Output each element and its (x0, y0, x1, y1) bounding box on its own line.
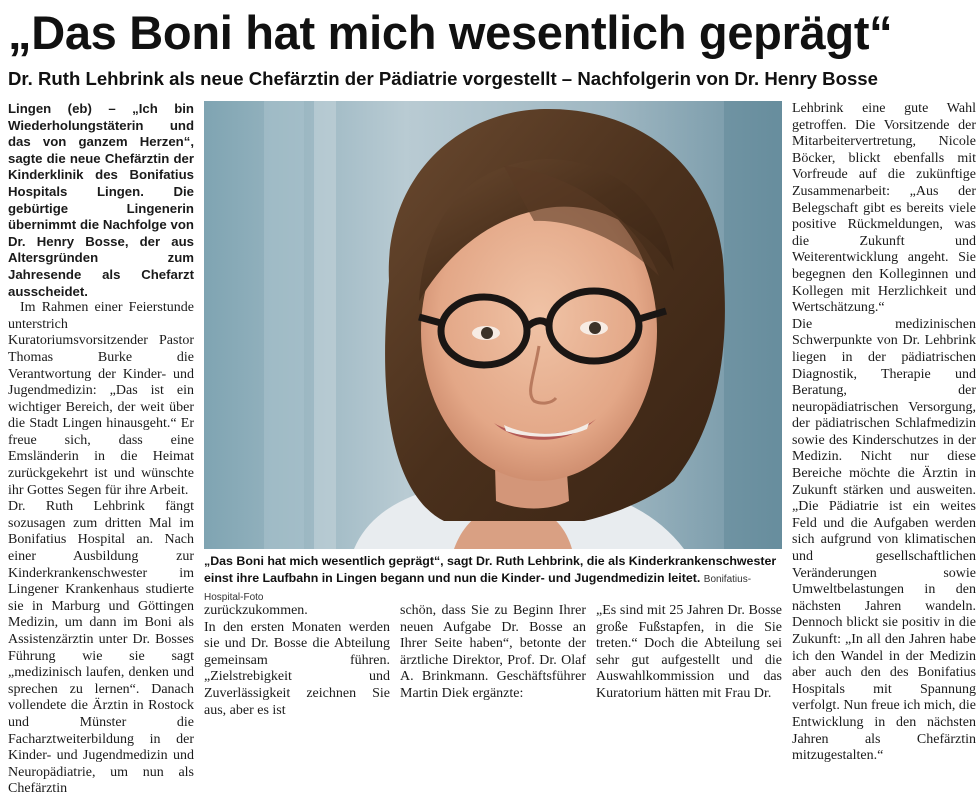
photo-caption (204, 553, 782, 603)
article-lead: Lingen (eb) – „Ich bin Wiederholungstäterin und das von ganzem Herzen“, sagte die neue Chefärztin der Kinderklinik des Bonifatius Hospitals Lingen. Die gebürtige Lingenerin übernimmt die Nachfolge von Dr. Henry Bosse, der aus Altersgründen zum Jahresende als Chefarzt ausscheidet. (8, 101, 194, 299)
article-paragraph: Die medizinischen Schwerpunkte von Dr. Lehbrink liegen in der pädiatrischen Diagnostik, Therapie und Beratung, der neuropädiatrischen Versorgung, der pädiatrischen Schlafmedizin sowie des Kinderschutzes in der Medizin. Nicht nur diese Bereiche möchte die Ärztin in Zukunft stärken und ausweiten. „Die Pädiatrie ist ein weites Feld und die Aufgaben werden sich aufgrund von klimatischen und gesellschaftlichen Veränderungen sowie Umweltbelastungen in den nächsten Jahren wandeln. Dennoch blickt sie positiv in die Zukunft: „In all den Jahren habe ich den Wandel in der Medizin aber auch den des Bonifatius Hospitals mit Spannung verfolgt. Nun freue ich mich, die Entwicklung in den nächsten Jahren als Chefärztin mitzugestalten.“ (792, 316, 976, 764)
article-paragraph: Im Rahmen einer Feierstunde unterstrich Kuratoriumsvorsitzender Pastor Thomas Burke die Verantwortung der Kinder- und Jugendmedizin: „Das ist ein wichtiger Bereich, der weit über die Stadt Lingen hinausgeht.“ Er freue sich, dass eine Emsländerin in die Heimat zurückgekehrt ist und wünschte ihr Gottes Segen für ihre Arbeit. (8, 300, 194, 498)
article-column-4: „Es sind mit 25 Jahren Dr. Bosse große Fußstapfen, in die Sie treten.“ Doch die Abteilung sei sehr gut aufgestellt und die Auswahlkommission und das Kuratorium hätten mit Frau Dr. (596, 603, 782, 701)
article-column-2: zurückzukommen. In den ersten Monaten werden sie und Dr. Bosse die Abteilung gemeinsam führen. „Zielstrebigkeit und Zuverlässigkeit zeichnen Sie aus, aber es ist (204, 603, 390, 718)
article-column-1 (8, 101, 194, 797)
caption-text: „Das Boni hat mich wesentlich geprägt“, sagt Dr. Ruth Lehbrink, die als Kinderkrankenschwester einst ihre Laufbahn in Lingen begann und nun die Kinder- und Jugendmedizin leitet. (204, 554, 777, 585)
article-column-3: schön, dass Sie zu Beginn Ihrer neuen Aufgabe Dr. Bosse an Ihrer Seite haben“, betonte der ärztliche Direktor, Prof. Dr. Olaf A. Brinkmann. Geschäftsführer Martin Diek ergänzte: (400, 603, 586, 701)
article-paragraph: Lehbrink eine gute Wahl getroffen. Die Vorsitzende der Mitarbeitervertretung, Nicole Böcker, blickt ebenfalls mit Vorfreude auf die zukünftige Zusammenarbeit: „Aus der Belegschaft gibt es bereits viele positive Rückmeldungen, was die Zukunft und Weiterentwicklung angeht. Sie begegnen den Kolleginnen und Kollegen mit Herzlichkeit und Wertschätzung.“ (792, 101, 976, 316)
article-bottom-columns (204, 603, 782, 717)
photo-credit: Bonifatius-Hospital-Foto (204, 573, 752, 603)
article-paragraph: Dr. Ruth Lehbrink fängt sozusagen zum dritten Mal im Bonifatius Hospital an. Nach einer Ausbildung zur Kinderkrankenschwester im Lingener Krankenhaus studierte sie in Marburg und Göttingen Medizin, um dann im Boni als Assistenzärztin unter Dr. Bosses Führung wie sie sagt „medizinisch laufen, denken und sprechen zu lernen“. Danach vollendete die Ärztin in Rostock und Münster die Facharztweiterbildung in der Kinder- und Jugendmedizin und Neuropädiatrie, um nun als Chefärztin (8, 499, 194, 797)
article-column-5 (792, 101, 976, 764)
portrait-photo (204, 101, 782, 549)
headline: „Das Boni hat mich wesentlich geprägt“ (8, 6, 893, 59)
portrait-illustration (204, 101, 782, 549)
subheadline: Dr. Ruth Lehbrink als neue Chefärztin der Pädiatrie vorgestellt – Nachfolgerin von Dr. Henry Bosse (8, 68, 878, 89)
